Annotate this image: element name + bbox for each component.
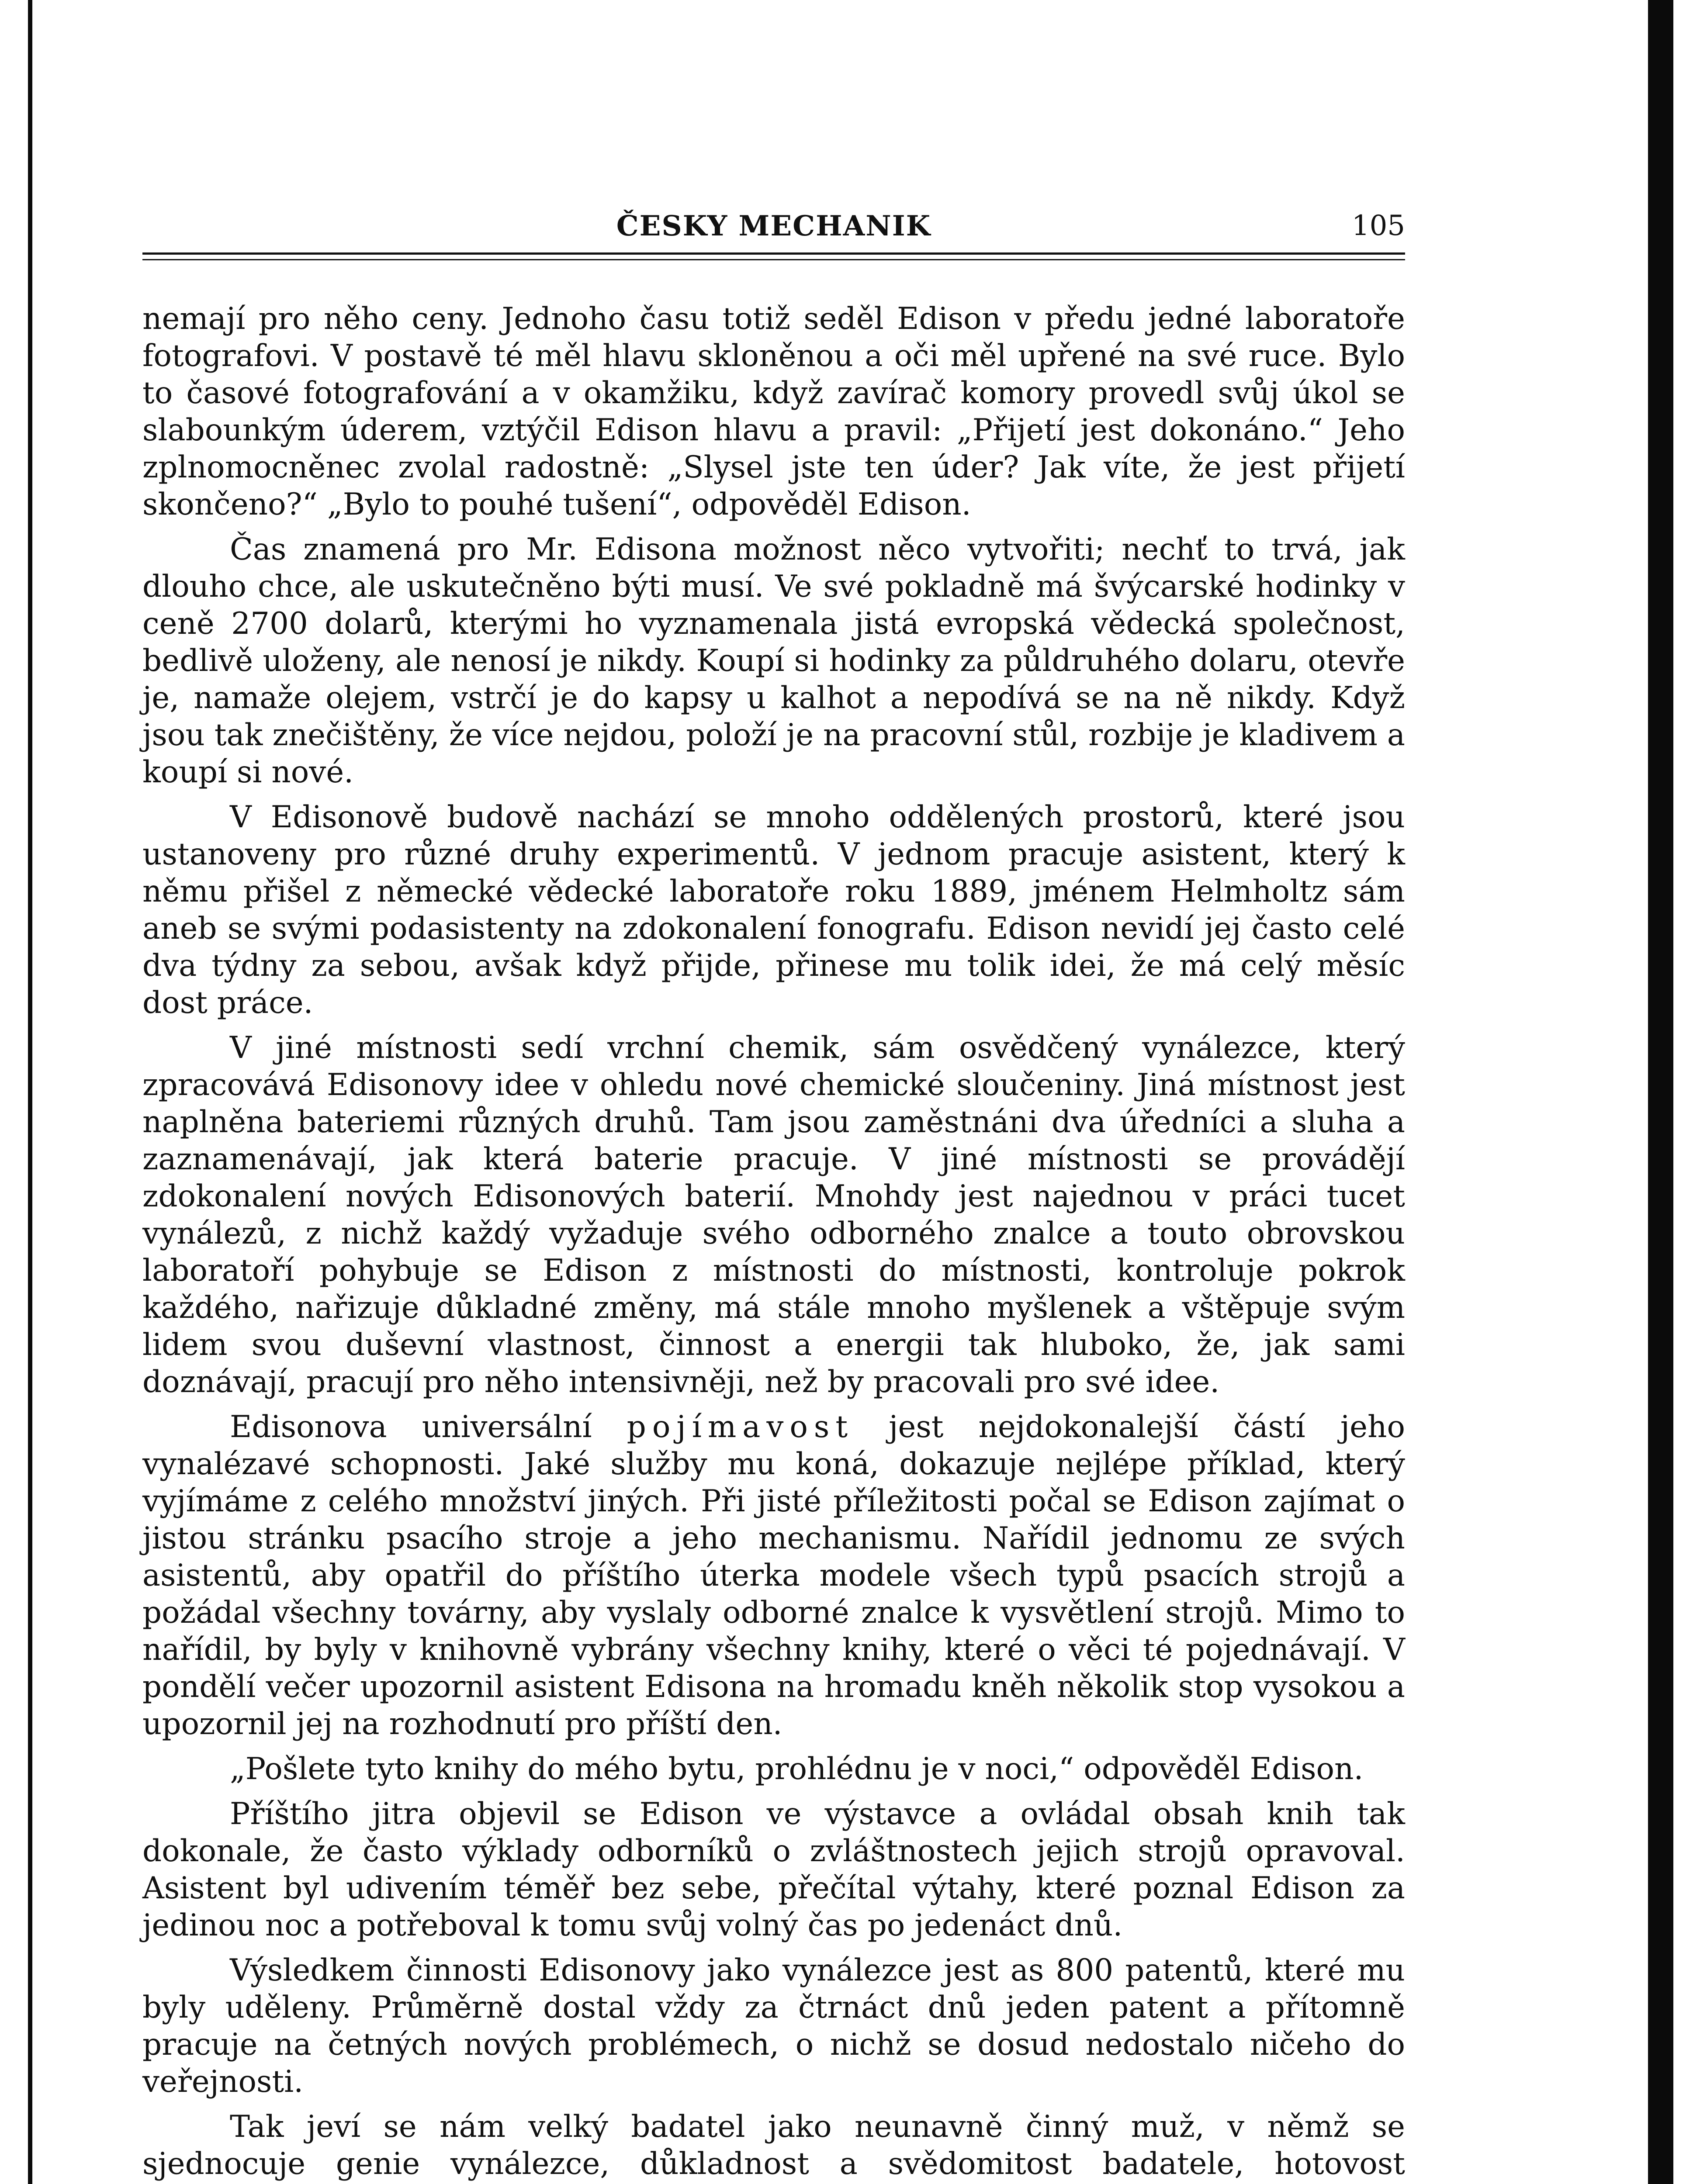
emphasized-word: pojímavost: [627, 1410, 854, 1444]
running-head: [142, 210, 1405, 249]
page-number: 105: [1351, 210, 1405, 242]
paragraph: Tak jeví se nám velký badatel jako neunavně činný muž, v němž se sjednocuje genie vynálezce, důkladnost a svědomitost badatele, hotovost: [142, 2109, 1405, 2181]
paragraph: [142, 1409, 1405, 1743]
book-page: [142, 210, 1405, 2184]
paragraph: Výsledkem činnosti Edisonovy jako vynálezce jest as 800 patentů, které mu byly uděleny. Průměrně dostal vždy za čtrnáct dnů jeden patent a přítomně pracuje na četných nových problémech, o nichž se dosud nedostalo ničeho do veřejnosti.: [142, 1953, 1405, 2099]
article-body: [142, 301, 1405, 2184]
paragraph: nemají pro něho ceny. Jednoho času totiž seděl Edison v předu jedné laboratoře fotografovi. V postavě té měl hlavu skloněnou a oči měl upřené na své ruce. Bylo to časové fotografování a v okamžiku, když zavírač komory provedl svůj úkol se slabounkým úderem, vztýčil Edison hlavu a pravil: „Přijetí jest dokonáno.“ Jeho zplnomocněnec zvolal radostně: „Slysel jste ten úder? Jak víte, že jest přijetí skončeno?“ „Bylo to pouhé tušení“, odpověděl Edison.: [142, 301, 1405, 522]
paragraph: „Pošlete tyto knihy do mého bytu, prohlédnu je v noci,“ odpověděl Edison.: [230, 1752, 1364, 1787]
paragraph: V jiné místnosti sedí vrchní chemik, sám osvědčený vynálezce, který zpracovává Edisonovy idee v ohledu nové chemické sloučeniny. Jiná místnost jest naplněna bateriemi různých druhů. Tam jsou zaměstnáni dva úředníci a sluha a zaznamenávají, jak která baterie pracuje. V jiné místnosti se provádějí zdokonalení nových Edisonových baterií. Mnohdy jest najednou v práci tucet vynálezů, z nichž každý vyžaduje svého odborného znalce a touto obrovskou laboratoří pohybuje se Edison z místnosti do místnosti, kontroluje pokrok každého, nařizuje důkladné změny, má stále mnoho myšlenek a vštěpuje svým lidem svou duševní vlastnost, činnost a energii tak hluboko, že, jak sami doznávají, pracují pro něho intensivněji, než by pracovali pro své idee.: [142, 1030, 1405, 1400]
paragraph-text: Edisonova universální: [230, 1410, 592, 1444]
journal-title: ČESKY MECHANIK: [616, 210, 931, 242]
paragraph-text: jest nejdokonalejší částí jeho vynalézavé schopnosti. Jaké služby mu koná, dokazuje nejlépe příklad, který vyjímáme z celého množství jiných. Při jisté příležitosti počal se Edison zajímat o jistou stránku psacího stroje a jeho mechanismu. Nařídil jednomu ze svých asistentů, aby opatřil do příštího úterka modele všech typů psacích strojů a požádal všechny továrny, aby vyslaly odborné znalce k vysvětlení strojů. Mimo to nařídil, by byly v knihovně vybrány všechny knihy, které o věci té pojednávají. V pondělí večer upozornil asistent Edisona na hromadu kněh několik stop vysokou a upozornil jej na rozhodnutí pro příští den.: [142, 1410, 1405, 1742]
header-rule-thin: [142, 259, 1405, 260]
paragraph: V Edisonově budově nachází se mnoho oddělených prostorů, které jsou ustanoveny pro různé druhy experimentů. V jednom pracuje asistent, který k němu přišel z německé vědecké laboratoře roku 1889, jménem Helmholtz sám aneb se svými podasistenty na zdokonalení fonografu. Edison nevidí jej často celé dva týdny za sebou, avšak když přijde, přinese mu tolik idei, že má celý měsíc dost práce.: [142, 800, 1405, 1020]
header-rule-thick: [142, 252, 1405, 255]
paragraph: Čas znamená pro Mr. Edisona možnost něco vytvořiti; nechť to trvá, jak dlouho chce, ale uskutečněno býti musí. Ve své pokladně má švýcarské hodinky v ceně 2700 dolarů, kterými ho vyznamenala jistá evropská vědecká společnost, bedlivě uloženy, ale nenosí je nikdy. Koupí si hodinky za půldruhého dolaru, otevře je, namaže olejem, vstrčí je do kapsy u kalhot a nepodívá se na ně nikdy. Když jsou tak znečištěny, že více nejdou, položí je na pracovní stůl, rozbije je kladivem a koupí si nové.: [142, 532, 1405, 790]
scan-edge-right: [1648, 0, 1673, 2184]
paragraph: Příštího jitra objevil se Edison ve výstavce a ovládal obsah knih tak dokonale, že často výklady odborníků o zvláštnostech jejich strojů opravoval. Asistent byl udivením téměř bez sebe, přečítal výtahy, které poznal Edison za jedinou noc a potřeboval k tomu svůj volný čas po jedenáct dnů.: [142, 1797, 1405, 1943]
scan-edge-left: [28, 0, 32, 2184]
